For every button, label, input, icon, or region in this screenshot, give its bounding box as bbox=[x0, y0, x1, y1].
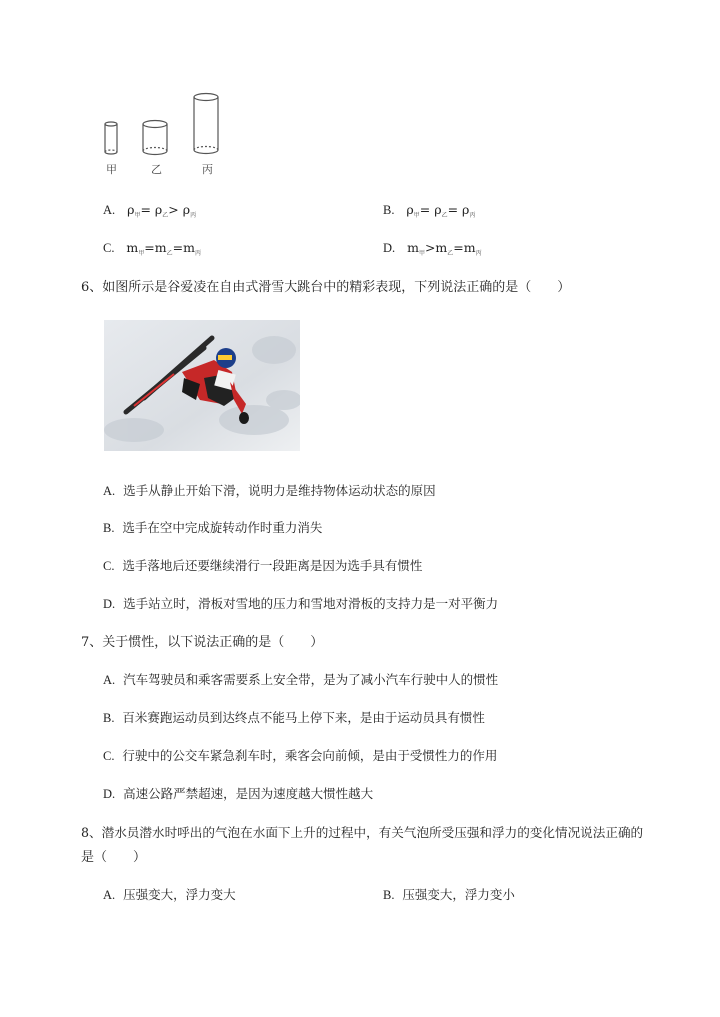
cylinder-label-bing: 丙 bbox=[202, 163, 213, 176]
q5-option-b[interactable]: B. $\rho_甲= \rho_乙= \rho_丙$ bbox=[383, 202, 476, 219]
q6-option-a[interactable]: A. 选手从静止开始下滑，说明力是维持物体运动状态的原因 bbox=[103, 483, 436, 498]
q7-option-a[interactable]: A. 汽车驾驶员和乘客需要系上安全带，是为了减小汽车行驶中人的惯性 bbox=[103, 672, 499, 687]
q7-stem: 7、关于惯性，以下说法正确的是（ ） bbox=[81, 635, 324, 650]
cylinder-jia bbox=[105, 122, 117, 154]
q6-stem: 6、如图所示是谷爱凌在自由式滑雪大跳台中的精彩表现，下列说法正确的是（ ） bbox=[81, 280, 571, 295]
q6-option-c[interactable]: C. 选手落地后还要继续滑行一段距离是因为选手具有惯性 bbox=[103, 558, 423, 573]
q5-option-a[interactable]: A. $\rho_甲= \rho_乙> \rho_丙$ bbox=[103, 202, 197, 219]
cylinder-label-jia: 甲 bbox=[106, 163, 117, 176]
cylinder-label-yi: 乙 bbox=[151, 163, 162, 176]
q5-option-c[interactable]: C. $m_甲=m_乙=m_丙$ bbox=[103, 240, 201, 257]
q6-option-d[interactable]: D. 选手站立时，滑板对雪地的压力和雪地对滑板的支持力是一对平衡力 bbox=[103, 596, 499, 611]
q7-option-b[interactable]: B. 百米赛跑运动员到达终点不能马上停下来，是由于运动员具有惯性 bbox=[103, 710, 485, 725]
q8-stem-line2: 是（ ） bbox=[81, 850, 147, 865]
cylinder-bing bbox=[194, 94, 218, 154]
q7-option-c[interactable]: C. 行驶中的公交车紧急刹车时，乘客会向前倾，是由于受惯性力的作用 bbox=[103, 748, 498, 763]
q8-option-a[interactable]: A. 压强变大，浮力变大 bbox=[103, 887, 236, 902]
q8-option-b[interactable]: B. 压强变大，浮力变小 bbox=[383, 887, 515, 902]
q7-option-d[interactable]: D. 高速公路严禁超速，是因为速度越大惯性越大 bbox=[103, 786, 374, 801]
q6-option-b[interactable]: B. 选手在空中完成旋转动作时重力消失 bbox=[103, 520, 323, 535]
q8-stem-line1: 8、潜水员潜水时呼出的气泡在水面下上升的过程中，有关气泡所受压强和浮力的变化情况说法正确的 bbox=[81, 825, 644, 840]
cylinder-yi bbox=[143, 121, 167, 155]
q5-option-d[interactable]: D. $m_甲>m_乙=m_丙$ bbox=[383, 240, 482, 257]
skier-photo bbox=[104, 320, 300, 451]
